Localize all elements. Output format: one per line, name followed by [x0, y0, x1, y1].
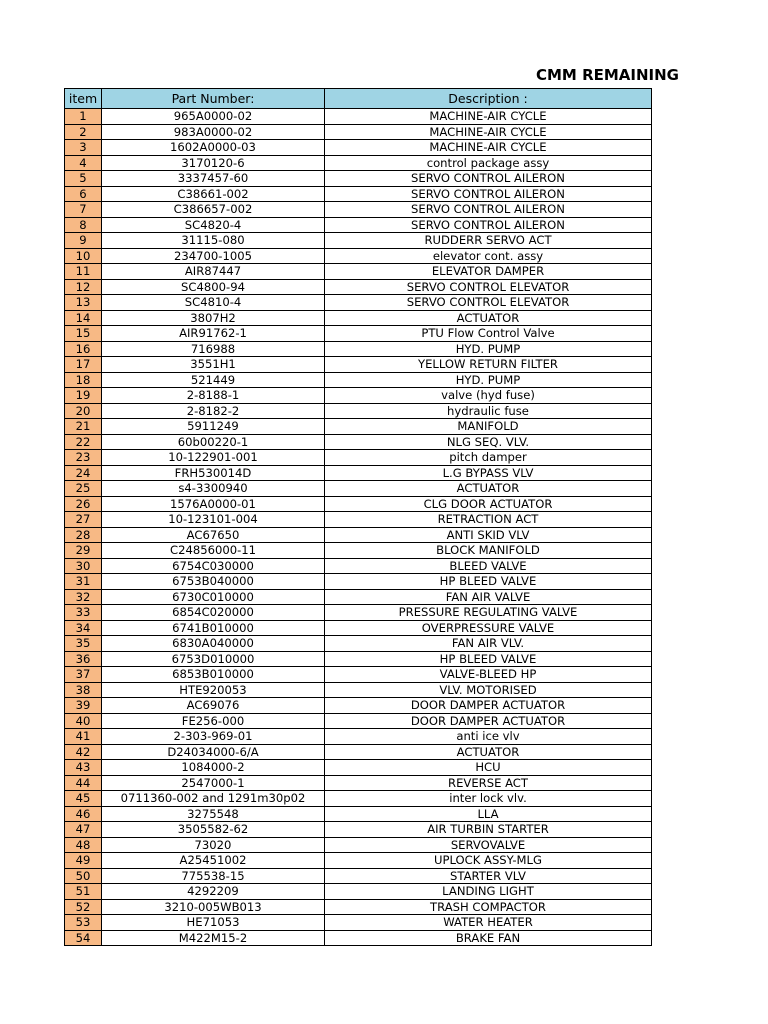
table-row: [65, 310, 652, 326]
cell-description[interactable]: HYD. PUMP: [325, 341, 652, 357]
cell-description[interactable]: ACTUATOR: [325, 310, 652, 326]
cell-description[interactable]: LLA: [325, 806, 652, 822]
cell-item[interactable]: 18: [65, 372, 102, 388]
table-row: [65, 667, 652, 683]
cell-description[interactable]: SERVO CONTROL ELEVATOR: [325, 295, 652, 311]
table-row: [65, 357, 652, 373]
cell-item[interactable]: 23: [65, 450, 102, 466]
cell-item[interactable]: 2: [65, 124, 102, 140]
cell-part-number[interactable]: 3551H1: [102, 357, 325, 373]
cell-description[interactable]: PRESSURE REGULATING VALVE: [325, 605, 652, 621]
table-row: [65, 264, 652, 280]
table-row: [65, 171, 652, 187]
cell-item[interactable]: 49: [65, 853, 102, 869]
cell-description[interactable]: valve (hyd fuse): [325, 388, 652, 404]
cell-item[interactable]: 14: [65, 310, 102, 326]
cell-description[interactable]: pitch damper: [325, 450, 652, 466]
cell-item[interactable]: 3: [65, 140, 102, 156]
cell-item[interactable]: 52: [65, 899, 102, 915]
cell-item[interactable]: 25: [65, 481, 102, 497]
cell-part-number[interactable]: AIR87447: [102, 264, 325, 280]
cell-description[interactable]: SERVOVALVE: [325, 837, 652, 853]
table-row: [65, 248, 652, 264]
cell-part-number[interactable]: SC4820-4: [102, 217, 325, 233]
table-row: [65, 434, 652, 450]
cell-item[interactable]: 45: [65, 791, 102, 807]
table-row: [65, 295, 652, 311]
table-row: [65, 589, 652, 605]
table-row: [65, 791, 652, 807]
cell-item[interactable]: 6: [65, 186, 102, 202]
cell-description[interactable]: SERVO CONTROL AILERON: [325, 171, 652, 187]
cell-part-number[interactable]: HE71053: [102, 915, 325, 931]
cell-part-number[interactable]: 3210-005WB013: [102, 899, 325, 915]
cell-description[interactable]: DOOR DAMPER ACTUATOR: [325, 698, 652, 714]
cell-part-number[interactable]: 4292209: [102, 884, 325, 900]
cell-description[interactable]: ACTUATOR: [325, 744, 652, 760]
cell-item[interactable]: 13: [65, 295, 102, 311]
cell-description[interactable]: ANTI SKID VLV: [325, 527, 652, 543]
cell-item[interactable]: 54: [65, 930, 102, 946]
parts-table: [64, 88, 652, 946]
cell-item[interactable]: 1: [65, 109, 102, 125]
table-row: [65, 837, 652, 853]
cell-part-number[interactable]: 1602A0000-03: [102, 140, 325, 156]
cell-description[interactable]: CLG DOOR ACTUATOR: [325, 496, 652, 512]
cell-item[interactable]: 44: [65, 775, 102, 791]
cell-item[interactable]: 37: [65, 667, 102, 683]
cell-part-number[interactable]: 775538-15: [102, 868, 325, 884]
cell-part-number[interactable]: 6730C010000: [102, 589, 325, 605]
cell-part-number[interactable]: 6853B010000: [102, 667, 325, 683]
cell-item[interactable]: 8: [65, 217, 102, 233]
cell-description[interactable]: anti ice vlv: [325, 729, 652, 745]
cell-description[interactable]: RUDDERR SERVO ACT: [325, 233, 652, 249]
table-row: [65, 605, 652, 621]
cell-part-number[interactable]: 3807H2: [102, 310, 325, 326]
cell-description[interactable]: YELLOW RETURN FILTER: [325, 357, 652, 373]
cell-description[interactable]: HP BLEED VALVE: [325, 574, 652, 590]
cell-part-number[interactable]: M422M15-2: [102, 930, 325, 946]
cell-item[interactable]: 5: [65, 171, 102, 187]
cell-part-number[interactable]: FRH530014D: [102, 465, 325, 481]
cell-item[interactable]: 43: [65, 760, 102, 776]
table-row: [65, 543, 652, 559]
table-row: [65, 124, 652, 140]
cell-item[interactable]: 27: [65, 512, 102, 528]
cell-description[interactable]: REVERSE ACT: [325, 775, 652, 791]
cell-description[interactable]: FAN AIR VALVE: [325, 589, 652, 605]
table-row: [65, 419, 652, 435]
cell-item[interactable]: 53: [65, 915, 102, 931]
table-row: [65, 450, 652, 466]
cell-item[interactable]: 21: [65, 419, 102, 435]
cell-description[interactable]: RETRACTION ACT: [325, 512, 652, 528]
cell-part-number[interactable]: 2-8182-2: [102, 403, 325, 419]
table-row: [65, 853, 652, 869]
table-row: [65, 806, 652, 822]
cell-description[interactable]: NLG SEQ. VLV.: [325, 434, 652, 450]
cell-item[interactable]: 20: [65, 403, 102, 419]
table-row: [65, 512, 652, 528]
cell-item[interactable]: 48: [65, 837, 102, 853]
cell-description[interactable]: SERVO CONTROL AILERON: [325, 186, 652, 202]
cell-part-number[interactable]: 6854C020000: [102, 605, 325, 621]
cell-item[interactable]: 7: [65, 202, 102, 218]
cell-item[interactable]: 50: [65, 868, 102, 884]
cell-part-number[interactable]: C38661-002: [102, 186, 325, 202]
table-body: [65, 109, 652, 946]
table-row: [65, 915, 652, 931]
cell-part-number[interactable]: 521449: [102, 372, 325, 388]
sheet-title: CMM REMAINING: [536, 66, 679, 84]
cell-description[interactable]: MACHINE-AIR CYCLE: [325, 109, 652, 125]
table-row: [65, 651, 652, 667]
table-row: [65, 744, 652, 760]
cell-part-number[interactable]: 2-8188-1: [102, 388, 325, 404]
cell-item[interactable]: 41: [65, 729, 102, 745]
table-row: [65, 202, 652, 218]
cell-item[interactable]: 38: [65, 682, 102, 698]
cell-part-number[interactable]: 10-123101-004: [102, 512, 325, 528]
cell-item[interactable]: 39: [65, 698, 102, 714]
table-row: [65, 109, 652, 125]
header-description[interactable]: Description :: [325, 89, 652, 109]
cell-part-number[interactable]: C386657-002: [102, 202, 325, 218]
cell-item[interactable]: 40: [65, 713, 102, 729]
cell-description[interactable]: BLEED VALVE: [325, 558, 652, 574]
cell-part-number[interactable]: 1084000-2: [102, 760, 325, 776]
table-row: [65, 155, 652, 171]
table-row: [65, 465, 652, 481]
cell-item[interactable]: 15: [65, 326, 102, 342]
cell-part-number[interactable]: 6830A040000: [102, 636, 325, 652]
cell-item[interactable]: 26: [65, 496, 102, 512]
cell-part-number[interactable]: 10-122901-001: [102, 450, 325, 466]
cell-part-number[interactable]: AC67650: [102, 527, 325, 543]
table-row: [65, 899, 652, 915]
cell-part-number[interactable]: 965A0000-02: [102, 109, 325, 125]
table-row: [65, 822, 652, 838]
cell-part-number[interactable]: HTE920053: [102, 682, 325, 698]
cell-part-number[interactable]: 1576A0000-01: [102, 496, 325, 512]
table-row: [65, 496, 652, 512]
cell-description[interactable]: HYD. PUMP: [325, 372, 652, 388]
table-row: [65, 574, 652, 590]
table-row: [65, 558, 652, 574]
cell-part-number[interactable]: C24856000-11: [102, 543, 325, 559]
table-row: [65, 279, 652, 295]
cell-description[interactable]: WATER HEATER: [325, 915, 652, 931]
cell-part-number[interactable]: 31115-080: [102, 233, 325, 249]
cell-item[interactable]: 10: [65, 248, 102, 264]
table-row: [65, 481, 652, 497]
cell-part-number[interactable]: 234700-1005: [102, 248, 325, 264]
cell-description[interactable]: BLOCK MANIFOLD: [325, 543, 652, 559]
cell-description[interactable]: HP BLEED VALVE: [325, 651, 652, 667]
cell-description[interactable]: VLV. MOTORISED: [325, 682, 652, 698]
cell-part-number[interactable]: 983A0000-02: [102, 124, 325, 140]
cell-part-number[interactable]: 5911249: [102, 419, 325, 435]
cell-item[interactable]: 34: [65, 620, 102, 636]
cell-description[interactable]: MANIFOLD: [325, 419, 652, 435]
cell-item[interactable]: 29: [65, 543, 102, 559]
table-row: [65, 341, 652, 357]
cell-description[interactable]: control package assy: [325, 155, 652, 171]
cell-item[interactable]: 16: [65, 341, 102, 357]
table-row: [65, 403, 652, 419]
cell-description[interactable]: HCU: [325, 760, 652, 776]
cell-item[interactable]: 42: [65, 744, 102, 760]
cell-description[interactable]: inter lock vlv.: [325, 791, 652, 807]
cell-part-number[interactable]: SC4800-94: [102, 279, 325, 295]
cell-item[interactable]: 19: [65, 388, 102, 404]
cell-item[interactable]: 11: [65, 264, 102, 280]
cell-item[interactable]: 36: [65, 651, 102, 667]
cell-part-number[interactable]: 3505582-62: [102, 822, 325, 838]
cell-description[interactable]: AIR TURBIN STARTER: [325, 822, 652, 838]
table-row: [65, 636, 652, 652]
table-row: [65, 217, 652, 233]
cell-description[interactable]: elevator cont. assy: [325, 248, 652, 264]
cell-description[interactable]: VALVE-BLEED HP: [325, 667, 652, 683]
cell-description[interactable]: BRAKE FAN: [325, 930, 652, 946]
cell-description[interactable]: FAN AIR VLV.: [325, 636, 652, 652]
cell-item[interactable]: 51: [65, 884, 102, 900]
cell-description[interactable]: SERVO CONTROL AILERON: [325, 217, 652, 233]
cell-part-number[interactable]: 3337457-60: [102, 171, 325, 187]
table-row: [65, 388, 652, 404]
cell-part-number[interactable]: 2547000-1: [102, 775, 325, 791]
cell-part-number[interactable]: AC69076: [102, 698, 325, 714]
table-row: [65, 372, 652, 388]
cell-item[interactable]: 9: [65, 233, 102, 249]
cell-part-number[interactable]: AIR91762-1: [102, 326, 325, 342]
cell-part-number[interactable]: 6754C030000: [102, 558, 325, 574]
table-row: [65, 713, 652, 729]
table-row: [65, 682, 652, 698]
cell-part-number[interactable]: 3170120-6: [102, 155, 325, 171]
table-row: [65, 620, 652, 636]
cell-description[interactable]: UPLOCK ASSY-MLG: [325, 853, 652, 869]
cell-item[interactable]: 24: [65, 465, 102, 481]
cell-description[interactable]: DOOR DAMPER ACTUATOR: [325, 713, 652, 729]
table-row: [65, 140, 652, 156]
cell-part-number[interactable]: 6741B010000: [102, 620, 325, 636]
table-row: [65, 930, 652, 946]
table-row: [65, 775, 652, 791]
cell-description[interactable]: L.G BYPASS VLV: [325, 465, 652, 481]
cell-description[interactable]: SERVO CONTROL AILERON: [325, 202, 652, 218]
cell-part-number[interactable]: 60b00220-1: [102, 434, 325, 450]
cell-part-number[interactable]: 73020: [102, 837, 325, 853]
cell-item[interactable]: 31: [65, 574, 102, 590]
cell-description[interactable]: ELEVATOR DAMPER: [325, 264, 652, 280]
table-row: [65, 760, 652, 776]
cell-item[interactable]: 47: [65, 822, 102, 838]
table-row: [65, 868, 652, 884]
cell-description[interactable]: TRASH COMPACTOR: [325, 899, 652, 915]
cell-part-number[interactable]: 0711360-002 and 1291m30p02: [102, 791, 325, 807]
cell-description[interactable]: hydraulic fuse: [325, 403, 652, 419]
cell-item[interactable]: 33: [65, 605, 102, 621]
cell-part-number[interactable]: 6753B040000: [102, 574, 325, 590]
cell-part-number[interactable]: 6753D010000: [102, 651, 325, 667]
cell-description[interactable]: LANDING LIGHT: [325, 884, 652, 900]
cell-part-number[interactable]: 2-303-969-01: [102, 729, 325, 745]
cell-description[interactable]: STARTER VLV: [325, 868, 652, 884]
cell-part-number[interactable]: 3275548: [102, 806, 325, 822]
cell-item[interactable]: 32: [65, 589, 102, 605]
cell-part-number[interactable]: s4-3300940: [102, 481, 325, 497]
cell-item[interactable]: 17: [65, 357, 102, 373]
cell-item[interactable]: 46: [65, 806, 102, 822]
cell-item[interactable]: 4: [65, 155, 102, 171]
cell-description[interactable]: PTU Flow Control Valve: [325, 326, 652, 342]
table-row: [65, 186, 652, 202]
cell-description[interactable]: SERVO CONTROL ELEVATOR: [325, 279, 652, 295]
header-part-number[interactable]: Part Number:: [102, 89, 325, 109]
table-row: [65, 326, 652, 342]
cell-part-number[interactable]: SC4810-4: [102, 295, 325, 311]
table-row: [65, 527, 652, 543]
cell-part-number[interactable]: FE256-000: [102, 713, 325, 729]
cell-description[interactable]: ACTUATOR: [325, 481, 652, 497]
cell-description[interactable]: OVERPRESSURE VALVE: [325, 620, 652, 636]
table-header-row: [65, 89, 652, 109]
header-item[interactable]: item: [65, 89, 102, 109]
cell-part-number[interactable]: D24034000-6/A: [102, 744, 325, 760]
cell-item[interactable]: 35: [65, 636, 102, 652]
cell-item[interactable]: 22: [65, 434, 102, 450]
table-row: [65, 729, 652, 745]
cell-description[interactable]: MACHINE-AIR CYCLE: [325, 140, 652, 156]
cell-item[interactable]: 28: [65, 527, 102, 543]
cell-item[interactable]: 30: [65, 558, 102, 574]
cell-description[interactable]: MACHINE-AIR CYCLE: [325, 124, 652, 140]
table-row: [65, 698, 652, 714]
table-row: [65, 233, 652, 249]
cell-item[interactable]: 12: [65, 279, 102, 295]
cell-part-number[interactable]: A25451002: [102, 853, 325, 869]
table-row: [65, 884, 652, 900]
cell-part-number[interactable]: 716988: [102, 341, 325, 357]
